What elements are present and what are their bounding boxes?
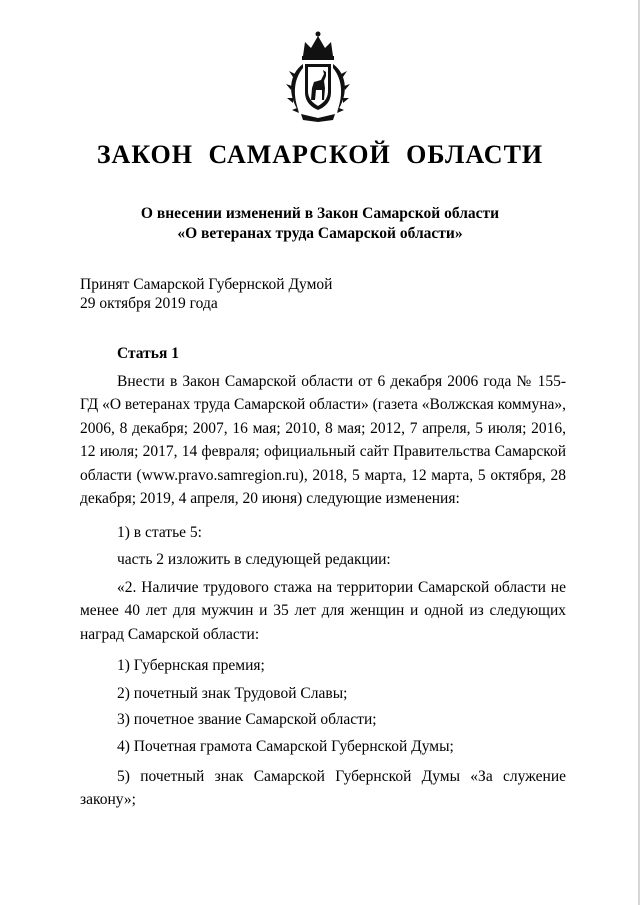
award-item: 5) почетный знак Самарской Губернской Думы «За служение закону»;: [80, 768, 566, 809]
article-heading: Статья 1: [117, 345, 179, 362]
award-item: 2) почетный знак Трудовой Славы;: [117, 685, 348, 702]
article-intro-paragraph: Внести в Закон Самарской области от 6 декабря 2006 года № 155-ГД «О ветеранах труда Самарской области» (газета «Волжская коммуна», 2006, 8 декабря; 2007, 16 мая; 2010, 8 мая; 2012, 7 апреля, 5 июля; 2016, 12 июля; 2017, 14 февраля; официальный сайт Правительства Самарской области (www.pravo.samregion.ru), 2018, 5 марта, 12 марта, 5 октября, 28 декабря; 2019, 4 апреля, 20 июня) следующие изменения:: [80, 373, 566, 508]
adoption-line-1: Принят Самарской Губернской Думой: [80, 276, 333, 293]
law-subtitle-line-1: О внесении изменений в Закон Самарской области: [140, 205, 500, 222]
part-2-instruction: часть 2 изложить в следующей редакции:: [117, 551, 391, 568]
award-item: 4) Почетная грамота Самарской Губернской Думы;: [117, 738, 454, 755]
adoption-date: 29 октября 2019 года: [80, 295, 218, 312]
award-item: 3) почетное звание Самарской области;: [117, 711, 377, 728]
item-1: 1) в статье 5:: [117, 524, 202, 541]
coat-of-arms-emblem: [283, 30, 353, 122]
law-subtitle-line-2: «О ветеранах труда Самарской области»: [177, 225, 463, 242]
quoted-part-2: «2. Наличие трудового стажа на территории Самарской области не менее 40 лет для мужчин и 35 лет для женщин и одной из следующих наград Самарской области:: [80, 579, 566, 643]
document-title: ЗАКОН САМАРСКОЙ ОБЛАСТИ: [96, 140, 544, 169]
award-item: 1) Губернская премия;: [117, 657, 265, 674]
